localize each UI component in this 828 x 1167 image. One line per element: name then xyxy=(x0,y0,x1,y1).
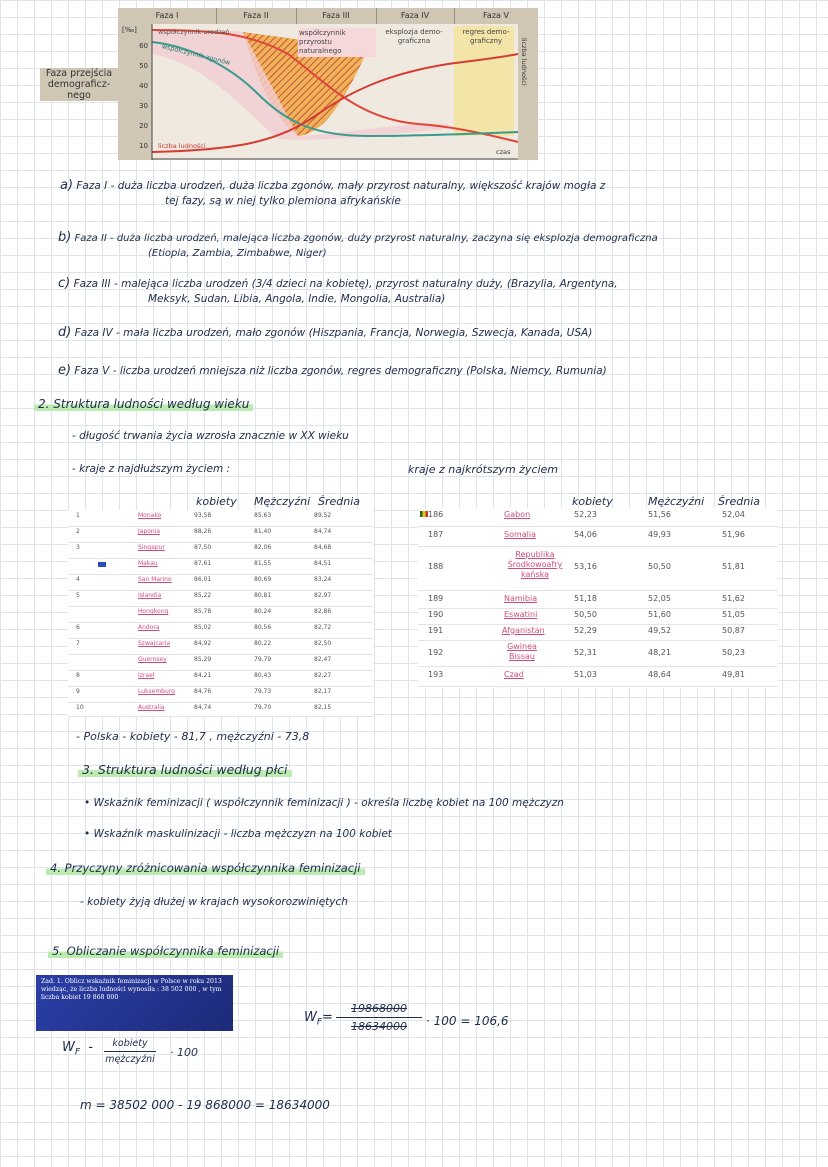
table-cell: 51,56 xyxy=(648,510,671,519)
table-cell: 82,86 xyxy=(314,608,332,615)
table-cell: 8 xyxy=(76,672,80,679)
table-cell: 84,74 xyxy=(314,528,332,535)
table-cell: 82,97 xyxy=(314,592,332,599)
table-cell: 84,92 xyxy=(194,640,212,647)
task-box: Zad. 1. Oblicz wskaźnik feminizacji w Polsce w roku 2013 wiedząc, że liczba ludności wynosiła : 38 502 000 , w tym liczba kobiet 19 868 000 xyxy=(36,975,233,1031)
section2-heading: 2. Struktura ludności według wieku xyxy=(34,397,253,411)
note-line: Faza III - malejąca liczba urodzeń (3/4 dzieci na kobietę), przyrost naturalny duży, (Brazylia, Argentyna, xyxy=(73,278,618,290)
table-cell: Afganistan xyxy=(502,626,545,635)
y-tick: 10 xyxy=(139,142,148,150)
phase-header: Faza II xyxy=(216,8,297,24)
table-cell: 80,43 xyxy=(254,672,272,679)
note-letter: e) xyxy=(58,363,72,378)
table-row xyxy=(68,702,373,717)
col-women-right: kobiety xyxy=(572,495,613,508)
times-100: · 100 xyxy=(170,1046,198,1059)
table-cell: 84,21 xyxy=(194,672,212,679)
section3-b2: • Wskaźnik maskulinizacji - liczba mężczyzn na 100 kobiet xyxy=(84,828,392,840)
table-cell: Makau xyxy=(138,560,158,567)
table-row xyxy=(418,526,778,547)
frac-num: kobiety xyxy=(104,1038,156,1052)
table-cell: 84,74 xyxy=(194,704,212,711)
table-cell: 52,23 xyxy=(574,510,597,519)
table-row xyxy=(68,654,373,671)
table-row xyxy=(418,640,778,667)
table-cell: 80,24 xyxy=(254,608,272,615)
table-cell: 85,63 xyxy=(254,512,272,519)
y-tick: 50 xyxy=(139,62,148,70)
section3-heading: 3. Struktura ludności według płci xyxy=(78,762,292,777)
table-row xyxy=(68,606,373,623)
table-cell: 7 xyxy=(76,640,80,647)
table-row xyxy=(418,608,778,625)
legend-growth: współczynnik przyrostu naturalnego xyxy=(298,28,376,57)
table-cell: 191 xyxy=(428,626,444,635)
table-cell: 50,23 xyxy=(722,648,745,657)
table-cell: 50,50 xyxy=(574,610,597,619)
table-cell: 9 xyxy=(76,688,80,695)
table-cell: 6 xyxy=(76,624,80,631)
polska-line: - Polska - kobiety - 81,7 , mężczyźni - 73,8 xyxy=(76,730,310,743)
section2-bullet1: - długość trwania życia wzrosła znacznie w XX wieku xyxy=(72,430,349,442)
col-women-left: kobiety xyxy=(196,495,237,508)
table-cell: 89,52 xyxy=(314,512,332,519)
table-cell: 3 xyxy=(76,544,80,551)
table-cell: 186 xyxy=(428,510,444,519)
table-row xyxy=(418,624,778,641)
table-cell: 79,79 xyxy=(254,656,272,663)
table-cell: 86,01 xyxy=(194,576,212,583)
table-shortest-life xyxy=(418,508,778,688)
phase-header: Faza I xyxy=(118,8,217,24)
table-cell: 5 xyxy=(76,592,80,599)
col-men-left: Mężczyźni xyxy=(254,495,311,508)
note-line: Faza IV - mała liczba urodzeń, mało zgonów (Hiszpania, Francja, Norwegia, Szwecja, Kanada, USA) xyxy=(74,327,593,339)
y-axis-ticks xyxy=(136,36,148,156)
y-tick: 60 xyxy=(139,42,148,50)
table-cell: 52,31 xyxy=(574,648,597,657)
table-cell: 189 xyxy=(428,594,444,603)
demographic-transition-chart xyxy=(118,8,538,160)
phase-header: Faza III xyxy=(296,8,377,24)
table-cell: Japonia xyxy=(138,528,161,535)
wf-symbol: W xyxy=(62,1040,75,1055)
table-cell: 82,15 xyxy=(314,704,332,711)
table-cell: 193 xyxy=(428,670,444,679)
table-cell: 190 xyxy=(428,610,444,619)
note-line: Faza I - duża liczba urodzeń, duża liczba zgonów, mały przyrost naturalny, większość krajów mogła z xyxy=(76,180,606,192)
phase-header: Faza IV xyxy=(376,8,455,24)
table-cell: 84,51 xyxy=(314,560,332,567)
table-row xyxy=(68,670,373,687)
table-cell: 93,58 xyxy=(194,512,212,519)
table-cell: 85,78 xyxy=(194,608,212,615)
formula-left xyxy=(62,1040,97,1058)
table-cell: Republika Środkowoafry kańska xyxy=(507,550,563,579)
section5-heading: 5. Obliczanie współczynnika feminizacji xyxy=(48,944,283,958)
frac-den: mężczyźni xyxy=(105,1054,155,1065)
table-cell: 82,72 xyxy=(314,624,332,631)
col-avg-left: Średnia xyxy=(318,495,361,508)
note-a xyxy=(60,178,820,209)
section2-right-heading: kraje z najkrótszym życiem xyxy=(408,463,559,476)
note-b xyxy=(58,230,823,261)
y-tick: 20 xyxy=(139,122,148,130)
table-cell: 192 xyxy=(428,648,444,657)
note-line: tej fazy, są w niej tylko plemiona afrykańskie xyxy=(165,195,401,207)
time-label: czas xyxy=(496,148,511,156)
table-cell: 81,55 xyxy=(254,560,272,567)
note-letter: c) xyxy=(58,276,71,291)
table-cell: Eswatini xyxy=(504,610,538,619)
table-cell: Andora xyxy=(138,624,160,631)
table-cell: 80,22 xyxy=(254,640,272,647)
calc-num: 19868000 xyxy=(336,1002,422,1018)
col-avg-right: Średnia xyxy=(718,495,761,508)
table-cell: 50,50 xyxy=(648,562,671,571)
table-row xyxy=(68,510,373,527)
table-cell: 82,47 xyxy=(314,656,332,663)
table-cell: 84,68 xyxy=(314,544,332,551)
table-row xyxy=(68,558,373,575)
table-row xyxy=(68,542,373,559)
table-cell: 49,93 xyxy=(648,530,671,539)
table-row xyxy=(68,590,373,607)
table-row xyxy=(418,546,778,591)
legend-regress: regres demo-graficzny xyxy=(462,28,510,45)
table-cell: 84,76 xyxy=(194,688,212,695)
legend-births: współczynnik urodzeń xyxy=(158,28,230,36)
table-cell: Australia xyxy=(138,704,165,711)
phase-row-label: Faza przejścia demograficz-nego xyxy=(40,68,118,101)
table-cell: 51,18 xyxy=(574,594,597,603)
table-cell: Izrael xyxy=(138,672,155,679)
table-cell: Hongkong xyxy=(138,608,169,615)
section4-heading: 4. Przyczyny zróżnicowania współczynnika feminizacji xyxy=(46,861,365,875)
table-cell: San Marino xyxy=(138,576,172,583)
table-longest-life xyxy=(68,510,373,716)
table-cell: Somalia xyxy=(504,530,537,539)
legend-explosion: eksplozja demo-graficzna xyxy=(385,28,443,45)
calc-result: · 100 = 106,6 xyxy=(426,1014,509,1028)
table-cell: 51,81 xyxy=(722,562,745,571)
table-cell: 48,21 xyxy=(648,648,671,657)
legend-deaths: współczynnik zgonów xyxy=(161,42,232,67)
col-men-right: Mężczyźni xyxy=(648,495,705,508)
table-cell: 88,26 xyxy=(194,528,212,535)
y-tick: 30 xyxy=(139,102,148,110)
note-line: Faza V - liczba urodzeń mniejsza niż liczba zgonów, regres demograficzny (Polska, Niemcy, Rumunia) xyxy=(74,365,607,377)
table-cell: 52,05 xyxy=(648,594,671,603)
table-cell: 82,06 xyxy=(254,544,272,551)
table-cell: 52,29 xyxy=(574,626,597,635)
table-row xyxy=(68,686,373,703)
note-letter: d) xyxy=(58,325,72,340)
table-cell: 54,06 xyxy=(574,530,597,539)
table-cell: Singapur xyxy=(138,544,165,551)
y-tick: 40 xyxy=(139,82,148,90)
note-e xyxy=(58,363,823,379)
table-row xyxy=(68,622,373,639)
table-cell: 79,70 xyxy=(254,704,272,711)
section3-b1: • Wskaźnik feminizacji ( współczynnik feminizacji ) - określa liczbę kobiet na 100 mężczyzn xyxy=(84,797,564,809)
y-unit: [‰] xyxy=(122,26,137,34)
table-cell: 85,22 xyxy=(194,592,212,599)
note-letter: a) xyxy=(60,178,74,193)
table-row xyxy=(68,638,373,655)
table-cell: 49,81 xyxy=(722,670,745,679)
table-cell: 79,73 xyxy=(254,688,272,695)
table-cell: 87,61 xyxy=(194,560,212,567)
fraction xyxy=(104,1038,156,1065)
table-cell: 188 xyxy=(428,562,444,571)
table-cell: Czad xyxy=(504,670,524,679)
table-cell: 187 xyxy=(428,530,444,539)
table-cell: 1 xyxy=(76,512,80,519)
note-line: (Etiopia, Zambia, Zimbabwe, Niger) xyxy=(148,248,327,259)
table-cell: Szwajcaria xyxy=(138,640,170,647)
calc-wf: $W_F=$ xyxy=(304,1010,333,1028)
table-cell: 81,40 xyxy=(254,528,272,535)
equals-sign: - xyxy=(88,1040,93,1055)
table-cell: 51,96 xyxy=(722,530,745,539)
table-cell: 48,64 xyxy=(648,670,671,679)
note-line: Meksyk, Sudan, Libia, Angola, Indie, Mongolia, Australia) xyxy=(148,293,446,305)
table-row xyxy=(68,526,373,543)
table-cell: Monako xyxy=(138,512,162,519)
table-cell: 53,16 xyxy=(574,562,597,571)
table-cell: 82,17 xyxy=(314,688,332,695)
table-cell: 80,56 xyxy=(254,624,272,631)
section4-b1: - kobiety żyją dłużej w krajach wysokorozwiniętych xyxy=(80,896,348,908)
table-cell: 80,69 xyxy=(254,576,272,583)
table-cell: 85,29 xyxy=(194,656,212,663)
table-row xyxy=(418,508,778,527)
table-cell: 52,04 xyxy=(722,510,745,519)
table-cell: 80,81 xyxy=(254,592,272,599)
table-cell: 51,05 xyxy=(722,610,745,619)
table-row xyxy=(418,666,778,687)
table-row xyxy=(68,574,373,591)
table-row xyxy=(418,590,778,609)
table-cell: Namibia xyxy=(504,594,538,603)
wf-subscript: F xyxy=(74,1047,81,1058)
table-cell: 51,62 xyxy=(722,594,745,603)
calc-den: 18634000 xyxy=(351,1020,407,1033)
table-cell: 82,50 xyxy=(314,640,332,647)
table-cell: 2 xyxy=(76,528,80,535)
table-cell: Islandia xyxy=(138,592,162,599)
table-cell: 4 xyxy=(76,576,80,583)
population-label: liczba ludności xyxy=(158,142,206,150)
table-cell: Gwinea Bissau xyxy=(507,642,537,661)
table-cell: 49,52 xyxy=(648,626,671,635)
table-cell: Guernsey xyxy=(138,656,167,663)
phase-header: Faza V xyxy=(483,11,509,20)
flag-icon xyxy=(98,562,106,567)
population-right-label: liczba ludności xyxy=(520,38,528,86)
section2-bullet2: - kraje z najdłuższym życiem : xyxy=(72,463,231,475)
table-cell: 51,60 xyxy=(648,610,671,619)
table-cell: Luksemburg xyxy=(138,688,175,695)
table-cell: 51,03 xyxy=(574,670,597,679)
m-line: m = 38502 000 - 19 868000 = 18634000 xyxy=(80,1098,330,1112)
note-d xyxy=(58,325,823,341)
table-cell: 50,87 xyxy=(722,626,745,635)
note-c xyxy=(58,276,823,307)
table-cell: 87,50 xyxy=(194,544,212,551)
flag-icon xyxy=(420,511,428,517)
note-letter: b) xyxy=(58,230,72,245)
table-cell: 83,24 xyxy=(314,576,332,583)
table-cell: 85,02 xyxy=(194,624,212,631)
table-cell: 82,27 xyxy=(314,672,332,679)
note-line: Faza II - duża liczba urodzeń, malejąca liczba zgonów, duży przyrost naturalny, zaczyna się eksplozja demograficzna xyxy=(74,233,658,244)
table-cell: Gabon xyxy=(504,510,531,519)
table-cell: 10 xyxy=(76,704,84,711)
calc-fraction xyxy=(336,1002,422,1033)
